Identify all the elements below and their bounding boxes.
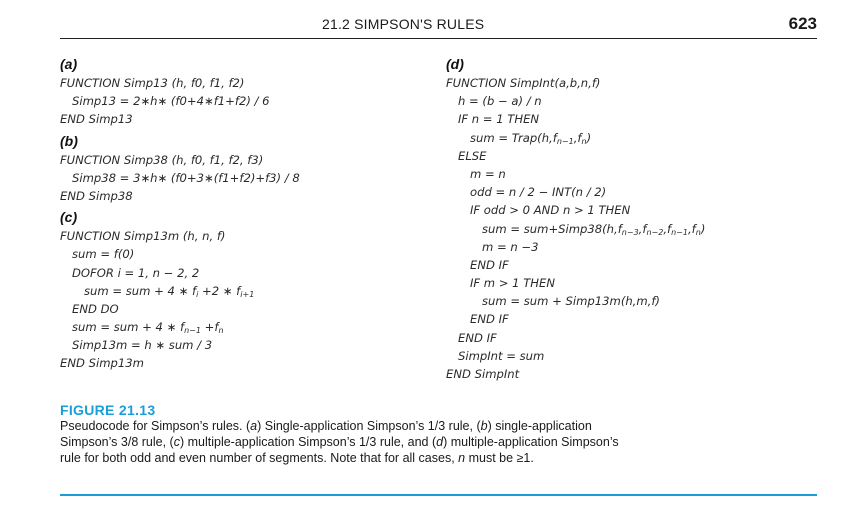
code-text: +f bbox=[200, 320, 219, 335]
running-header bbox=[60, 8, 817, 39]
page-number: 623 bbox=[788, 14, 817, 33]
code-line: END IF bbox=[470, 257, 509, 272]
code-line: END IF bbox=[470, 312, 509, 327]
code-text: sum = sum+Simp38(h,f bbox=[482, 221, 622, 236]
code-line bbox=[60, 282, 440, 300]
code-text: ,f bbox=[638, 221, 647, 236]
code-line: sum = f(0) bbox=[72, 247, 135, 262]
code-line: sum = sum + Simp13m(h,m,f) bbox=[482, 294, 660, 309]
caption-italic: b bbox=[480, 419, 488, 433]
caption-run: ) multiple-application Simpson’s rule for both odd and even number of segments. Note that for all cases, bbox=[60, 434, 619, 465]
subscript: i bbox=[196, 289, 199, 299]
code-line: END IF bbox=[458, 330, 497, 345]
code-line: FUNCTION Simp13m (h, n, f) bbox=[60, 229, 226, 244]
code-line: END Simp13m bbox=[60, 356, 144, 371]
code-line: END DO bbox=[72, 301, 119, 316]
caption-italic: a bbox=[250, 419, 258, 433]
subscript: n−1 bbox=[556, 136, 574, 146]
code-line: Simp13 = 2∗h∗ (f0+4∗f1+f2) / 6 bbox=[72, 94, 270, 109]
code-text: ) bbox=[586, 130, 592, 145]
code-line: IF odd > 0 AND n > 1 THEN bbox=[470, 203, 631, 218]
code-line: odd = n / 2 − INT(n / 2) bbox=[470, 185, 607, 200]
caption-run: Pseudocode for Simpson’s rules. ( bbox=[60, 419, 251, 433]
caption-text bbox=[60, 419, 620, 466]
left-column bbox=[60, 54, 440, 373]
code-line: IF n = 1 THEN bbox=[458, 112, 540, 127]
code-text: ,f bbox=[687, 221, 696, 236]
code-text: sum = Trap(h,f bbox=[470, 130, 557, 145]
code-line: FUNCTION Simp38 (h, f0, f1, f2, f3) bbox=[60, 152, 264, 167]
subscript: n−1 bbox=[184, 326, 201, 336]
code-text: sum = sum + 4 ∗ f bbox=[84, 283, 197, 298]
caption-italic: c bbox=[173, 434, 180, 449]
code-line: END Simp13 bbox=[60, 112, 133, 127]
code-line: DOFOR i = 1, n − 2, 2 bbox=[72, 265, 200, 280]
code-text: ,f bbox=[573, 130, 582, 145]
code-line: m = n −3 bbox=[482, 239, 539, 254]
subscript: i+1 bbox=[240, 289, 255, 299]
code-line: m = n bbox=[470, 166, 506, 181]
code-line bbox=[446, 129, 818, 147]
right-column bbox=[446, 54, 818, 383]
code-text: ) bbox=[700, 221, 706, 236]
caption-run: ) multiple-application Simpson’s 1/3 rule, and ( bbox=[179, 434, 437, 449]
code-text: ,f bbox=[663, 221, 672, 236]
subscript: n−3 bbox=[621, 227, 639, 237]
section-title: 21.2 SIMPSON'S RULES bbox=[322, 16, 485, 32]
code-line: Simp38 = 3∗h∗ (f0+3∗(f1+f2)+f3) / 8 bbox=[72, 170, 300, 185]
code-text: sum = sum + 4 ∗ f bbox=[72, 320, 185, 335]
label-b: (b) bbox=[60, 132, 78, 149]
caption-italic: d bbox=[436, 434, 444, 449]
subscript: n−1 bbox=[671, 227, 688, 237]
code-line: IF m > 1 THEN bbox=[470, 276, 556, 291]
code-line: h = (b − a) / n bbox=[458, 94, 542, 109]
code-line: FUNCTION SimpInt(a,b,n,f) bbox=[446, 76, 601, 90]
label-d: (d) bbox=[446, 56, 464, 72]
subscript: n−2 bbox=[646, 227, 664, 237]
code-line bbox=[446, 220, 818, 238]
code-line: Simp13m = h ∗ sum / 3 bbox=[72, 338, 213, 353]
subscript: n bbox=[581, 136, 587, 146]
code-line bbox=[60, 318, 440, 336]
bottom-rule bbox=[60, 494, 817, 496]
caption-run: ) single-application Simpson’s 3/8 rule, ( bbox=[60, 419, 592, 449]
label-c: (c) bbox=[60, 209, 78, 226]
caption-run: ) Single-application Simpson’s 1/3 rule, ( bbox=[257, 419, 481, 433]
code-line: ELSE bbox=[458, 148, 487, 163]
code-line: END Simp38 bbox=[60, 188, 133, 203]
label-a: (a) bbox=[60, 56, 78, 72]
subscript: n bbox=[695, 227, 701, 237]
code-line: FUNCTION Simp13 (h, f0, f1, f2) bbox=[60, 76, 245, 90]
subscript: n bbox=[218, 326, 224, 336]
code-line: SimpInt = sum bbox=[458, 348, 545, 363]
figure-label: FIGURE 21.13 bbox=[60, 402, 156, 418]
code-line: END SimpInt bbox=[446, 367, 520, 381]
caption-run: must be ≥1. bbox=[465, 450, 534, 465]
figure-caption bbox=[60, 401, 620, 466]
caption-italic: n bbox=[458, 450, 466, 465]
code-text: +2 ∗ f bbox=[198, 283, 241, 298]
